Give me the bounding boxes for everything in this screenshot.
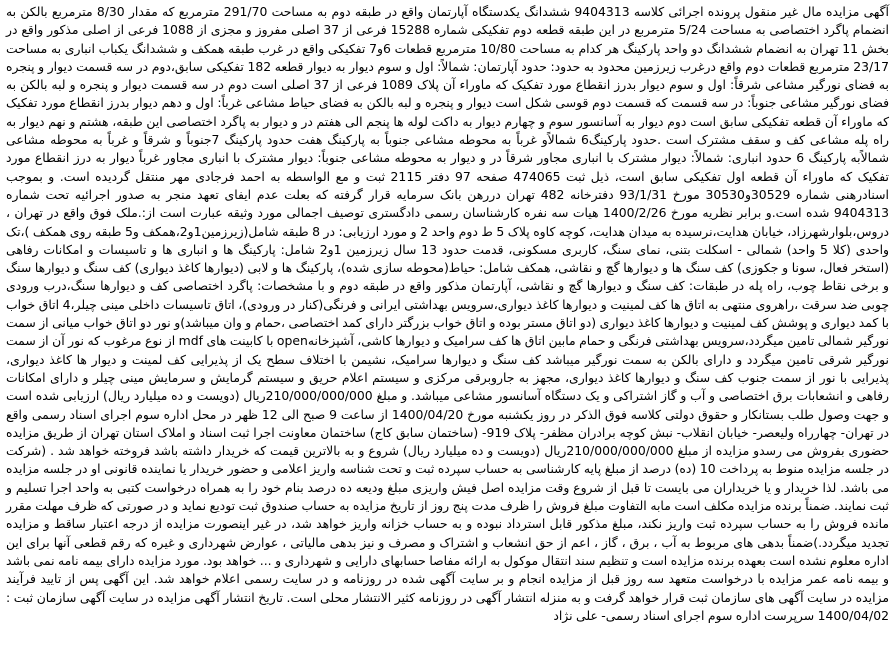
- auction-notice-text: آگهی مزایده مال غیر منقول پرونده اجرائی کلاسه 9404313 ششدانگ یکدستگاه آپارتمان واقع در طبقه دوم به مساحت 291/70 مترمربع که مقدار 8/30 مترمربع بالکن به انضمام پاگرد اختصاصی به مساحت 5/24 مترمربع در این طبقه قطعه دوم تفکیکی شماره 15288 فرعی از 37 اصلی مفروز و مجزی از 1088 فرعی از اصلی مذکور واقع در بخش 11 تهران به انضمام ششدانگ دو واحد پارکینگ هر کدام به مساحت 10/80 مترمربع قطعات 6و7 تفکیکی واقع در غرب طبقه همکف و ششدانگ یکباب انباری به مساحت 23/17 مترمربع قطعات دوم واقع درغرب زیرزمین محدود به حدود: حدود آپارتمان: شمالاً: اول و سوم دیوار به دیوار قطعه 182 تفکیکی سابق،دوم در سه قسمت دیوار و پنجره به فضای نورگیر مشاعی شرقاً: اول و سوم دیوار بدرز انقطاع مورد تفکیک که ماوراء آن پلاک 1089 فرعی از 37 اصلی است دوم در سه قسمت دیوار و پنجره و لبه بالکن به فضای نورگیر مشاعی جنوباً: در سه قسمت که قسمت دوم قوسی شکل است دیوار و پنجره و لبه بالکن به فضای حیاط مشاعی غرباً: اول و دهم دیوار بدرز انقطاع مورد تفکیک که ماوراء آن قطعه تفکیکی سابق است دوم دیوار به آسانسور سوم و چهارم دیوار به داکت لوله ها پنجم الی هفتم در و دیوار به پاگرد اختصاصی این طبقه، هشتم و نهم دیوار به راه پله مشاعی کف و سقف مشترک است .حدود پارکینگ6 شمالاًو غرباً به محوطه مشاعی جنوباً به پارکینگ هفت حدود پارکینگ 7جنوباً و شرقاً و غرباً به محوطه مشاعی شمالاًبه پارکینگ 6 حدود انباری: شمالاً: دیوار مشترک با انباری مجاور شرقاً در و دیوار به محوطه مشاعی جنوباً: دیوار مشترک با انباری مجاور غرباً دیوار به درز انقطاع مورد تفکیک که ماوراء آن قطعه اول تفکیکی سابق است، ذیل ثبت 474065 صفحه 97 دفتر 2115 ثبت و مع الواسطه به احمد فرجادی مهر منتقل گردیده است. و بموجب اسنادرهنی شماره 30529و30530 مورخ 93/1/31 دفترخانه 482 تهران دررهن بانک سرمایه قرار گرفته که بعلت عدم ایفای تعهد منجر به صدور اجرائیه تحت شماره 9404313 شده است.و برابر نظریه مورخ 1400/2/26 هیات سه نفره کارشناسان رسمی دادگستری توصیف اجمالی مورد وثیقه عبارت است از:.ملک فوق واقع در تهران ، دروس،بلوارشهرزاد، خیابان هدایت،نرسیده به میدان هدایت، کوچه کاوه پلاک 5 ط دوم واحد 2 و مورد ارزیابی: در 8 طبقه شامل(زیرزمین1و2،همکف و5 طبقه روی همکف )،تک واحدی (کلا 5 واحد) شمالی - اسکلت بتنی، نمای سنگ، کاربری مسکونی، قدمت حدود 13 سال زیرزمین 1و2 شامل: پارکینگ ها و انباری ها و تاسیسات و امکانات رفاهی (استخر فعال، سونا و جکوزی) کف سنگ ها و دیوارها گچ و نقاشی، همکف شامل: حیاط(محوطه سازی شده)، پارکینگ ها و لابی (دیوارها کاغذ دیواری) کف سنگ و دیوارها سنگ و برخی نقاط چوب، راه پله در طبقات: کف سنگ و دیوارها گچ و نقاشی، آپارتمان مذکور واقع در طبقه دوم و با مشخصات: پاگرد اختصاصی کف و دیوارها سنگ،درب ورودی چوبی ضد سرقت ،راهروی منتهی به اتاق ها کف لمینیت و دیوارها کاغذ دیواری،سرویس بهداشتی ایرانی و فرنگی(کنار در ورودی)، اتاق تاسیسات داخلی مینی چیلر،4 اتاق خواب با کمد دیواری و پوشش کف لمینیت و دیوارها کاغذ دیواری (دو اتاق مستر بوده و اتاق خواب بزرگتر دارای کمد اختصاصی ،حمام و وان میباشد)و نور دو اتاق خواب میانی از سمت نورگیر شمالی تامین میگردد،سرویس بهداشتی فرنگی و حمام مابین اتاق ها کف سرامیک و دیوارها کاشی، آشپزخانهopen با کابینت های mdf از نوع مرغوب که نور آن از سمت نورگیر شرقی تامین میگردد و دارای بالکن به سمت نورگیر میباشد کف سنگ و دیوارها سرامیک، نشیمن با اختلاف سطح یک از پذیرایی کف لمینت و دیوار ها کاغذ دیواری، پذیرایی با نور از سمت جنوب کف سنگ و دیوارها کاغذ دیواری، مجهز به جاروبرقی مرکزی و سیستم اعلام حریق و سیستم گرمایش و سرمایش مینی چیلر و دارای امکانات رفاهی و انشعابات برق اختصاصی و آب و گاز اشتراکی و یک دستگاه آسانسور مشاعی میباشد. و مبلغ 210/000/000/000ریال (دویست و ده میلیارد ریال) ارزیابی شده است و جهت وصول طلب بستانکار و حقوق دولتی کلاسه فوق الذکر در روز یکشنبه مورخ 1400/04/20 از ساعت 9 صبح الی 12 ظهر در محل اداره سوم اجرای اسناد رسمی واقع در تهران- چهارراه ولیعصر- خیابان انقلاب- نبش کوچه برادران مظفر- پلاک 919- (ساختمان سابق کاج) ساختمان معاونت اجرا ثبت اسناد و املاک استان تهران از طریق مزایده حضوری بفروش می رسدو مزایده از مبلغ 210/000/000/000ریال (دویست و ده میلیارد ریال) شروع و به بالاترین قیمت که خریدار داشته باشد فروخته خواهد شد . (شرکت در جلسه مزایده منوط به پرداخت 10 (ده) درصد از مبلغ پایه کارشناسی به حساب سپرده ثبت و تحت شناسه واریز اعلامی و حضور خریدار یا نماینده قانونی او در جلسه مزایده می باشد. لذا خریدار و یا خریداران می بایست تا قبل از شروع وقت مزایده اصل فیش واریزی مبلغ ودیعه ده درصد بنام خود را به همراه درخواست کتبی به واحد اجرا تسلیم و ثبت نمایند. ضمناً برنده مزایده مکلف است مابه التفاوت مبلغ فروش را ظرف مدت پنج روز از تاریخ مزایده به حساب صندوق ثبت تودیع نماید و در صورتی که ظرف مهلت مقرر مانده فروش را به حساب سپرده ثبت واریز نکند، مبلغ مذکور قابل استرداد نبوده و به حساب خزانه واریز خواهد شد، در غیر اینصورت مزایده از درجه اعتبار ساقط و مزایده تجدید میگردد.)ضمناً بدهی های مربوط به آب ، برق ، گاز ، اعم از حق انشعاب و اشتراک و مصرف و نیز بدهی مالیاتی ، عوارض شهرداری و غیره که رقم قطعی آنها برای این اداره معلوم نشده است بعهده برنده مزایده است و تنظیم سند انتقال موکول به ارائه مفاصا حسابهای دارایی و شهرداری و ... خواهد بود. مورد مزایده دارای بیمه نامه نمی باشد و بیمه نامه عمر مزایده با درخواست متعهد سه روز قبل از مزایده انجام و بر سایت آگهی شده در روزنامه و در سایت رسمی اعلام خواهد شد. این آگهی پس از تایید فرآیند مزایده در سایت آگهی های سازمان ثبت قرار خواهد گرفت و به منزله انتشار آگهی در روزنامه کثیر الانتشار محلی است. تاریخ انتشار آگهی مزایده در سایت آگهی سازمان ثبت : 1400/04/02 سرپرست اداره سوم اجرای اسناد رسمی- علی نژاد: [6, 4, 890, 623]
